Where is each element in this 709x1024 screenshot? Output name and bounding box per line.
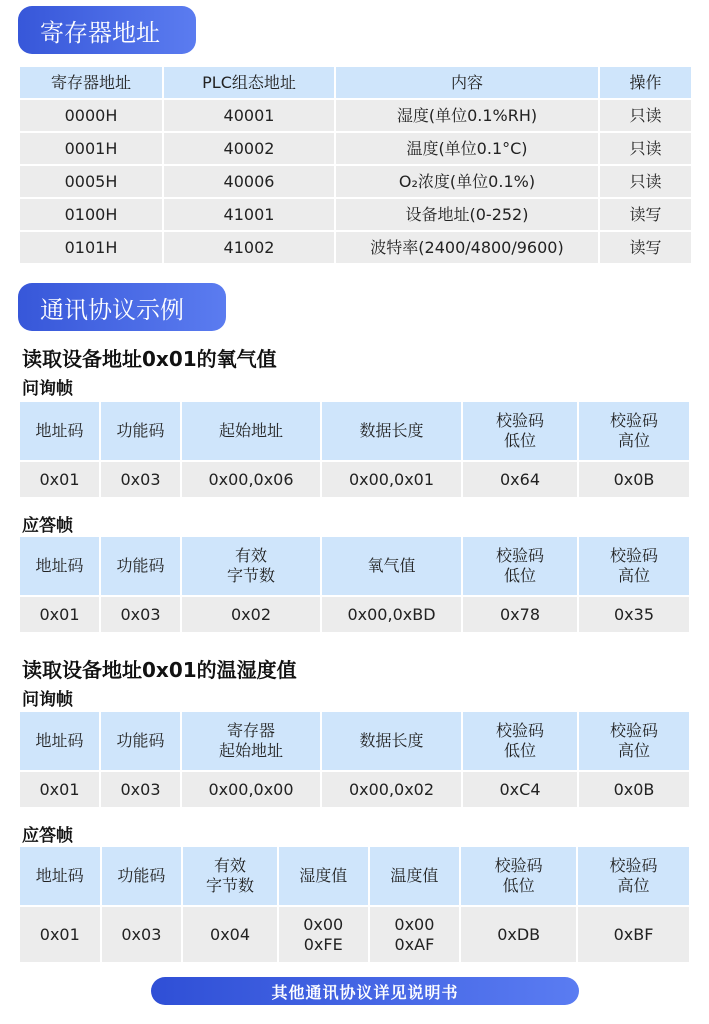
table-header-cell: 数据长度 <box>322 712 461 770</box>
section-title-text: 通讯协议示例 <box>40 295 184 324</box>
table-row <box>20 133 691 164</box>
table-header-cell: 功能码 <box>101 537 180 595</box>
table-cell: O₂浓度(单位0.1%) <box>336 166 598 197</box>
table-cell: 湿度(单位0.1%RH) <box>336 100 598 131</box>
table-header-cell: 功能码 <box>101 712 180 770</box>
table-cell: 0xDB <box>461 907 576 962</box>
table-header-row <box>20 712 689 770</box>
table-cell: 40006 <box>164 166 334 197</box>
table-header-row <box>20 537 689 595</box>
table-cell: 0x03 <box>101 772 180 807</box>
table-cell: 41001 <box>164 199 334 230</box>
table-cell: 温度(单位0.1°C) <box>336 133 598 164</box>
table-header-cell: 湿度值 <box>279 847 368 905</box>
example1-query-label: 问询帧 <box>22 379 73 399</box>
table-row <box>20 100 691 131</box>
table-header-row <box>20 402 689 460</box>
table-cell: 0001H <box>20 133 162 164</box>
example1-reply-table <box>18 535 691 634</box>
table-row <box>20 907 689 962</box>
table-row <box>20 199 691 230</box>
table-cell: 0x00,0x01 <box>322 462 461 497</box>
table-cell: 40001 <box>164 100 334 131</box>
table-cell: 0100H <box>20 199 162 230</box>
example1-query-table <box>18 400 691 499</box>
table-header-cell: 温度值 <box>370 847 460 905</box>
table-header-cell: 校验码 低位 <box>463 712 577 770</box>
table-cell: 只读 <box>600 166 691 197</box>
table-cell: 读写 <box>600 232 691 263</box>
table-header-row <box>20 67 691 98</box>
table-cell: 40002 <box>164 133 334 164</box>
table-header-cell: PLC组态地址 <box>164 67 334 98</box>
table-header-row <box>20 847 689 905</box>
table-cell: 0005H <box>20 166 162 197</box>
table-cell: 0xBF <box>578 907 689 962</box>
table-cell: 0x03 <box>101 597 180 632</box>
table-cell: 41002 <box>164 232 334 263</box>
table-cell: 0x00 0xFE <box>279 907 368 962</box>
table-header-cell: 功能码 <box>102 847 182 905</box>
table-row <box>20 772 689 807</box>
table-row <box>20 232 691 263</box>
table-cell: 0x00,0x06 <box>182 462 320 497</box>
table-cell: 0x02 <box>182 597 320 632</box>
example2-reply-table <box>18 845 691 964</box>
example1-reply-label: 应答帧 <box>22 516 73 536</box>
table-row <box>20 462 689 497</box>
table-cell: 0x35 <box>579 597 689 632</box>
table-cell: 0x64 <box>463 462 577 497</box>
table-header-cell: 校验码 高位 <box>579 712 689 770</box>
table-cell: 0x00,0x00 <box>182 772 320 807</box>
example1-title: 读取设备地址0x01的氧气值 <box>22 347 277 371</box>
table-cell: 0000H <box>20 100 162 131</box>
table-cell: 0x0B <box>579 462 689 497</box>
table-cell: 0x01 <box>20 597 99 632</box>
table-header-cell: 校验码 高位 <box>579 537 689 595</box>
table-cell: 0x01 <box>20 772 99 807</box>
table-cell: 0x00,0x02 <box>322 772 461 807</box>
table-cell: 只读 <box>600 133 691 164</box>
table-header-cell: 校验码 低位 <box>463 537 577 595</box>
table-header-cell: 地址码 <box>20 847 100 905</box>
table-header-cell: 有效 字节数 <box>183 847 277 905</box>
table-header-cell: 起始地址 <box>182 402 320 460</box>
table-cell: 0x01 <box>20 462 99 497</box>
table-header-cell: 有效 字节数 <box>182 537 320 595</box>
table-header-cell: 校验码 高位 <box>579 402 689 460</box>
table-header-cell: 内容 <box>336 67 598 98</box>
table-cell: 波特率(2400/4800/9600) <box>336 232 598 263</box>
table-cell: 0101H <box>20 232 162 263</box>
example2-title: 读取设备地址0x01的温湿度值 <box>22 658 297 682</box>
table-cell: 读写 <box>600 199 691 230</box>
example2-query-label: 问询帧 <box>22 690 73 710</box>
table-header-cell: 校验码 低位 <box>461 847 576 905</box>
table-header-cell: 地址码 <box>20 402 99 460</box>
table-cell: 0x03 <box>101 462 180 497</box>
manual-reference-banner <box>151 977 579 1005</box>
table-header-cell: 功能码 <box>101 402 180 460</box>
table-header-cell: 氧气值 <box>322 537 461 595</box>
table-header-cell: 数据长度 <box>322 402 461 460</box>
section-title-protocol <box>18 283 226 331</box>
table-header-cell: 寄存器 起始地址 <box>182 712 320 770</box>
table-row <box>20 166 691 197</box>
section-title-register <box>18 6 196 54</box>
table-header-cell: 地址码 <box>20 537 99 595</box>
table-header-cell: 寄存器地址 <box>20 67 162 98</box>
table-cell: 0x00 0xAF <box>370 907 460 962</box>
table-header-cell: 校验码 低位 <box>463 402 577 460</box>
table-header-cell: 操作 <box>600 67 691 98</box>
table-header-cell: 地址码 <box>20 712 99 770</box>
table-cell: 设备地址(0-252) <box>336 199 598 230</box>
manual-reference-text: 其他通讯协议详见说明书 <box>271 982 459 1002</box>
table-header-cell: 校验码 高位 <box>578 847 689 905</box>
table-cell: 0x00,0xBD <box>322 597 461 632</box>
table-cell: 0x78 <box>463 597 577 632</box>
table-cell: 0x03 <box>102 907 182 962</box>
table-cell: 0x04 <box>183 907 277 962</box>
table-cell: 0xC4 <box>463 772 577 807</box>
register-table <box>18 65 693 265</box>
table-row <box>20 597 689 632</box>
example2-reply-label: 应答帧 <box>22 826 73 846</box>
example2-query-table <box>18 710 691 809</box>
table-cell: 0x0B <box>579 772 689 807</box>
table-cell: 0x01 <box>20 907 100 962</box>
section-title-text: 寄存器地址 <box>40 18 160 47</box>
table-cell: 只读 <box>600 100 691 131</box>
